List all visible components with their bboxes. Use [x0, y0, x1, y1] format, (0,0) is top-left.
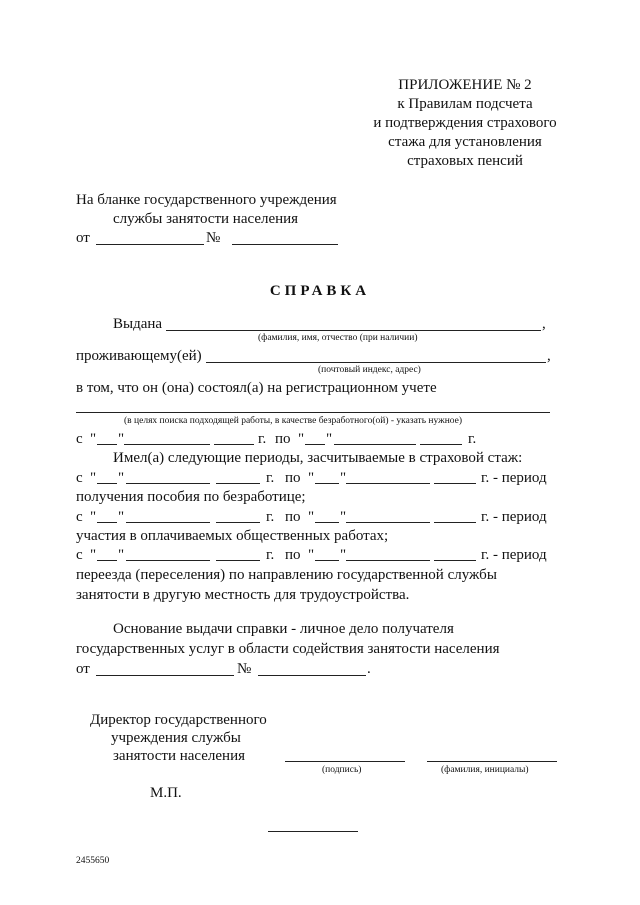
registration-text: в том, что он (она) состоял(а) на регистрационном учете — [76, 380, 437, 396]
periods-intro: Имел(а) следующие периоды, засчитываемые в страховой стаж: — [113, 450, 523, 466]
month-line — [126, 483, 210, 484]
quote-open: " — [90, 509, 97, 525]
year-line — [216, 522, 260, 523]
appendix-line: стажа для установления — [388, 134, 542, 150]
blank-date-line — [96, 244, 204, 245]
year-line — [434, 522, 476, 523]
date-to-label: по — [285, 509, 301, 525]
quote-open: " — [90, 547, 97, 563]
month-line — [346, 522, 430, 523]
period-3-description-line1: переезда (переселения) по направлению государственной службы — [76, 567, 497, 583]
residing-label: проживающему(ей) — [76, 348, 202, 364]
appendix-title: ПРИЛОЖЕНИЕ № 2 — [398, 77, 532, 93]
year-label: г. — [258, 431, 267, 447]
period-suffix: г. - период — [481, 509, 547, 525]
quote-close: " — [118, 431, 125, 447]
residing-comma: , — [547, 348, 551, 364]
date-to-label: по — [275, 431, 291, 447]
signature-hint: (подпись) — [322, 765, 362, 775]
year-label: г. — [266, 470, 275, 486]
day-line — [315, 560, 339, 561]
director-title-line: занятости населения — [113, 748, 246, 764]
quote-close: " — [118, 547, 125, 563]
year-line — [216, 483, 260, 484]
period-suffix: г. - период — [481, 470, 547, 486]
quote-close: " — [118, 470, 125, 486]
year-line — [420, 444, 462, 445]
basis-line: Основание выдачи справки - личное дело получателя — [113, 621, 454, 637]
footer-rule — [268, 831, 358, 832]
residing-address-line — [206, 362, 546, 363]
month-line — [126, 522, 210, 523]
year-label: г. — [468, 431, 477, 447]
appendix-line: к Правилам подсчета — [397, 96, 533, 112]
issued-label: Выдана — [113, 316, 163, 332]
basis-from-label: от — [76, 661, 90, 677]
date-from-label: с — [76, 547, 83, 563]
quote-open: " — [308, 547, 315, 563]
day-line — [305, 444, 325, 445]
quote-close: " — [340, 509, 347, 525]
stamp-mark: М.П. — [150, 785, 182, 801]
quote-close: " — [340, 470, 347, 486]
quote-open: " — [90, 470, 97, 486]
document-code: 2455650 — [76, 856, 110, 866]
document-title: СПРАВКА — [269, 283, 371, 299]
month-line — [126, 560, 210, 561]
basis-dot: . — [367, 661, 371, 677]
day-line — [97, 522, 117, 523]
registration-type-line — [76, 412, 550, 413]
date-to-label: по — [285, 470, 301, 486]
blank-number-label: № — [206, 230, 221, 246]
year-label: г. — [266, 547, 275, 563]
signature-line — [285, 761, 405, 762]
registration-hint: (в целях поиска подходящей работы, в качестве безработного(ой) - указать нужное) — [124, 416, 463, 426]
blank-line: На бланке государственного учреждения — [76, 192, 337, 208]
blank-number-line — [232, 244, 338, 245]
name-initials-hint: (фамилия, инициалы) — [441, 765, 529, 775]
year-line — [216, 560, 260, 561]
quote-close: " — [340, 547, 347, 563]
director-title-line: учреждения службы — [111, 730, 241, 746]
month-line — [124, 444, 210, 445]
day-line — [315, 483, 339, 484]
day-line — [97, 483, 117, 484]
day-line — [97, 560, 117, 561]
year-line — [434, 560, 476, 561]
year-line — [214, 444, 254, 445]
month-line — [346, 483, 430, 484]
quote-close: " — [118, 509, 125, 525]
quote-close: " — [326, 431, 333, 447]
period-suffix: г. - период — [481, 547, 547, 563]
basis-number-label: № — [237, 661, 252, 677]
month-line — [346, 560, 430, 561]
basis-date-line — [96, 675, 234, 676]
day-line — [315, 522, 339, 523]
quote-open: " — [308, 470, 315, 486]
date-from-label: с — [76, 431, 83, 447]
appendix-line: и подтверждения страхового — [373, 115, 557, 131]
quote-open: " — [90, 431, 97, 447]
period-1-description: получения пособия по безработице; — [76, 489, 306, 505]
appendix-line: страховых пенсий — [407, 153, 523, 169]
name-initials-line — [427, 761, 557, 762]
quote-open: " — [298, 431, 305, 447]
issued-comma: , — [542, 316, 546, 332]
period-3-description-line2: занятости в другую местность для трудоустройства. — [76, 587, 410, 603]
basis-line: государственных услуг в области содействия занятости населения — [76, 641, 500, 657]
basis-number-line — [258, 675, 366, 676]
residing-hint: (почтовый индекс, адрес) — [318, 365, 421, 375]
year-label: г. — [266, 509, 275, 525]
blank-from-label: от — [76, 230, 90, 246]
year-line — [434, 483, 476, 484]
blank-line: службы занятости населения — [113, 211, 299, 227]
date-to-label: по — [285, 547, 301, 563]
issued-name-line — [166, 330, 541, 331]
month-line — [334, 444, 416, 445]
date-from-label: с — [76, 509, 83, 525]
quote-open: " — [308, 509, 315, 525]
director-title-line: Директор государственного — [90, 712, 267, 728]
day-line — [97, 444, 117, 445]
issued-hint: (фамилия, имя, отчество (при наличии) — [258, 333, 418, 343]
date-from-label: с — [76, 470, 83, 486]
period-2-description: участия в оплачиваемых общественных работах; — [76, 528, 389, 544]
